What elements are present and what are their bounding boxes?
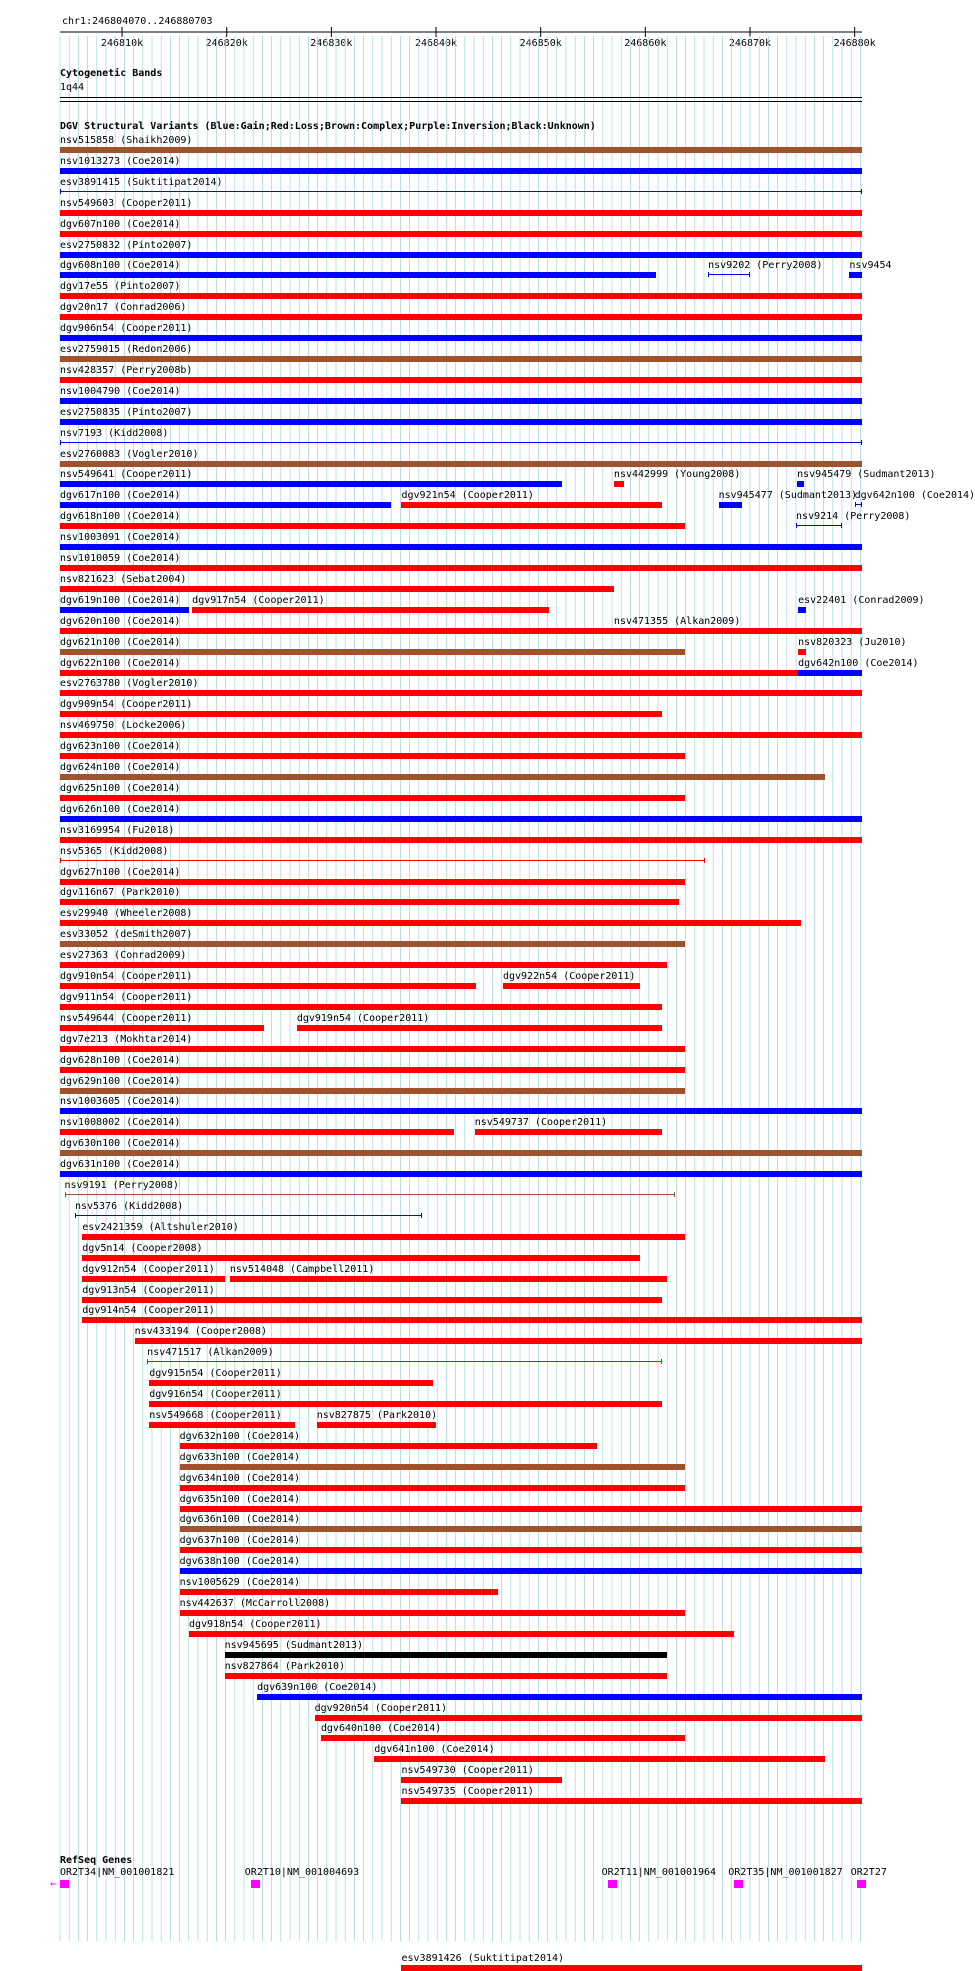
track-separator [60, 97, 862, 98]
variant-bar-complex[interactable] [60, 461, 862, 467]
variant-label[interactable]: nsv442637 (McCarroll2008) [179, 1598, 331, 1609]
variant-label[interactable]: dgv619n100 (Coe2014) [60, 594, 181, 606]
variant-bar-loss[interactable] [60, 711, 662, 717]
variant-bar-loss[interactable] [225, 1673, 668, 1679]
variant-bar-loss[interactable] [60, 795, 685, 801]
variant-bar-loss[interactable] [317, 1422, 436, 1428]
variant-bar-loss[interactable] [401, 1777, 561, 1783]
variant-label[interactable]: dgv640n100 (Coe2014) [320, 1723, 442, 1735]
variant-label[interactable]: dgv608n100 (Coe2014) [60, 260, 181, 272]
variant-label[interactable]: dgv917n54 (Cooper2011) [192, 594, 325, 606]
ruler-tick-label: 246870k [728, 38, 772, 49]
variant-label[interactable]: esv33052 (deSmith2007) [60, 929, 193, 941]
variant-label[interactable]: nsv827864 (Park2010) [224, 1660, 346, 1672]
variant-bar-loss[interactable] [60, 837, 862, 843]
variant-label[interactable]: nsv471355 (Alkan2009) [613, 615, 741, 627]
variant-bar-gain[interactable] [60, 398, 862, 404]
variant-bar-loss[interactable] [60, 732, 862, 738]
variant-bar-complex[interactable] [60, 941, 685, 947]
variant-label[interactable]: esv2763780 (Vogler2010) [60, 678, 199, 690]
variant-label[interactable]: nsv945695 (Sudmant2013) [224, 1639, 364, 1651]
refseq-genes-title: RefSeq Genes [60, 1855, 133, 1866]
variant-bar-loss[interactable] [614, 630, 626, 631]
variant-bar-loss[interactable] [192, 607, 549, 613]
variant-bar-loss[interactable] [60, 860, 705, 861]
variant-bar-gain[interactable] [60, 442, 862, 443]
variant-label[interactable]: nsv945477 (Sudmant2013) [718, 490, 858, 502]
ruler-tick-label: 246840k [414, 38, 458, 49]
variant-label[interactable]: dgv20n17 (Conrad2006) [60, 302, 187, 314]
variant-bar-gain[interactable] [60, 816, 862, 822]
variant-bar-loss[interactable] [135, 1338, 862, 1344]
variant-label[interactable]: dgv116n67 (Park2010) [60, 887, 181, 899]
variant-label[interactable]: dgv621n100 (Coe2014) [60, 636, 181, 648]
variant-label[interactable]: nsv9214 (Perry2008) [796, 511, 911, 523]
variant-bar-gain[interactable] [60, 1108, 862, 1114]
variant-bar-complex[interactable] [180, 1526, 862, 1532]
variant-label[interactable]: nsv433194 (Cooper2008) [134, 1326, 268, 1338]
variant-label[interactable]: nsv428357 (Perry2008b) [60, 364, 193, 376]
ruler-tick-label: 246810k [100, 38, 144, 49]
variant-bar-gain[interactable] [60, 544, 862, 550]
variant-bar-loss[interactable] [60, 210, 862, 216]
variant-label[interactable]: esv2760083 (Vogler2010) [60, 448, 199, 460]
variant-label[interactable]: dgv642n100 (Coe2014) [798, 657, 919, 669]
variant-label[interactable]: nsv5365 (Kidd2008) [60, 845, 169, 857]
variant-bar-complex[interactable] [65, 1194, 675, 1195]
variant-bar-gain[interactable] [180, 1568, 862, 1574]
variant-bar-gain[interactable] [798, 670, 862, 676]
variant-bar-loss[interactable] [60, 962, 667, 968]
variant-bar-complex[interactable] [60, 774, 825, 780]
variant-bar-loss[interactable] [60, 1025, 264, 1031]
variant-label[interactable]: dgv627n100 (Coe2014) [60, 866, 181, 878]
variant-label[interactable]: dgv636n100 (Coe2014) [179, 1514, 301, 1526]
ruler-tick-label: 246860k [624, 38, 667, 49]
variant-label[interactable]: dgv625n100 (Coe2014) [60, 782, 181, 794]
variant-bar-loss[interactable] [82, 1234, 685, 1240]
variant-label[interactable]: dgv618n100 (Coe2014) [60, 511, 181, 523]
variant-bar-complex[interactable] [180, 1464, 685, 1470]
variant-bar-gain[interactable] [60, 607, 189, 613]
variant-bar-loss[interactable] [149, 1422, 294, 1428]
variant-bar-gain[interactable] [60, 335, 862, 341]
variant-bar-complex[interactable] [60, 1088, 685, 1094]
variant-bar-loss[interactable] [60, 753, 685, 759]
variant-label[interactable]: dgv921n54 (Cooper2011) [401, 490, 534, 502]
variant-label[interactable]: dgv630n100 (Coe2014) [60, 1138, 181, 1150]
cytogenetic-bands-title: Cytogenetic Bands [60, 68, 163, 79]
variant-label[interactable]: nsv7193 (Kidd2008) [60, 427, 169, 439]
variant-label[interactable]: nsv1005629 (Coe2014) [179, 1577, 301, 1589]
variant-bar-loss[interactable] [315, 1715, 862, 1721]
variant-bar-loss[interactable] [180, 1589, 498, 1595]
variant-label[interactable]: dgv642n100 (Coe2014) [854, 490, 975, 502]
gene-label[interactable]: OR2T35|NM_001001827 [728, 1867, 843, 1878]
variant-bar-loss[interactable] [82, 1255, 640, 1261]
variant-bar-gain[interactable] [60, 1171, 862, 1177]
variant-bar-loss[interactable] [82, 1317, 862, 1323]
variant-label[interactable]: nsv514048 (Campbell2011) [229, 1263, 375, 1275]
variant-label[interactable]: esv3891426 (Suktitipat2014) [401, 1953, 565, 1965]
variant-label[interactable]: nsv1008002 (Coe2014) [60, 1117, 181, 1129]
variant-label[interactable]: dgv17e55 (Pinto2007) [60, 281, 181, 293]
variant-bar-loss[interactable] [60, 920, 801, 926]
variant-bar-loss[interactable] [60, 293, 862, 299]
variant-label[interactable]: nsv820323 (Ju2010) [798, 636, 907, 648]
variant-label[interactable]: dgv7e213 (Mokhtar2014) [60, 1033, 193, 1045]
variant-bar-loss[interactable] [60, 565, 862, 571]
variant-label[interactable]: nsv1013273 (Coe2014) [60, 155, 181, 167]
variant-bar-loss[interactable] [60, 983, 476, 989]
variant-bar-loss[interactable] [475, 1129, 662, 1135]
ruler-tick-label: 246850k [519, 38, 562, 49]
variant-bar-loss[interactable] [60, 314, 862, 320]
variant-label[interactable]: dgv922n54 (Cooper2011) [503, 971, 636, 982]
variant-label[interactable]: esv3891415 (Suktitipat2014) [60, 176, 223, 188]
variant-label[interactable]: dgv637n100 (Coe2014) [179, 1535, 301, 1547]
variant-bar-loss[interactable] [180, 1506, 862, 1512]
track-separator [60, 101, 862, 102]
gene-label[interactable]: OR2T34|NM_001001821 [60, 1867, 175, 1878]
variant-label[interactable]: dgv906n54 (Cooper2011) [60, 323, 193, 335]
variant-label[interactable]: nsv549644 (Cooper2011) [60, 1012, 193, 1024]
variant-label[interactable]: nsv1003605 (Coe2014) [60, 1096, 181, 1108]
variant-bar-gain[interactable] [60, 419, 862, 425]
variant-label[interactable]: nsv549735 (Cooper2011) [401, 1786, 534, 1798]
variant-bar-loss[interactable] [60, 1067, 685, 1073]
variant-bar-loss[interactable] [60, 1046, 685, 1052]
variant-label[interactable]: dgv909n54 (Cooper2011) [60, 699, 193, 711]
variant-label[interactable]: nsv945479 (Sudmant2013) [797, 469, 936, 481]
variant-label[interactable]: nsv821623 (Sebat2004) [60, 573, 187, 585]
variant-label[interactable]: esv2750832 (Pinto2007) [60, 239, 193, 251]
variant-bar-loss[interactable] [82, 1276, 224, 1282]
variant-label[interactable]: dgv912n54 (Cooper2011) [82, 1263, 215, 1275]
variant-label[interactable]: dgv911n54 (Cooper2011) [60, 991, 193, 1003]
variant-label[interactable]: dgv915n54 (Cooper2011) [149, 1368, 282, 1380]
left-arrow-icon: ← [50, 1877, 57, 1890]
variant-bar-loss[interactable] [297, 1025, 662, 1031]
variant-bar-gain[interactable] [257, 1694, 862, 1700]
variant-label[interactable]: dgv5n14 (Cooper2008) [82, 1242, 203, 1254]
chromosome-position-label: chr1:246804070..246880703 [62, 16, 213, 27]
gene-feature[interactable] [608, 1880, 617, 1888]
variant-label[interactable]: nsv471517 (Alkan2009) [147, 1347, 274, 1359]
variant-label[interactable]: nsv827875 (Park2010) [316, 1409, 438, 1421]
variant-bar-loss[interactable] [230, 1276, 667, 1282]
variant-label[interactable]: dgv607n100 (Coe2014) [60, 218, 181, 230]
variant-label[interactable]: dgv635n100 (Coe2014) [179, 1493, 301, 1505]
variant-bar-gain[interactable] [719, 502, 742, 508]
variant-bar-loss[interactable] [60, 628, 862, 634]
variant-bar-gain[interactable] [60, 252, 862, 258]
variant-bar-gain[interactable] [60, 481, 562, 487]
variant-label[interactable]: dgv918n54 (Cooper2011) [189, 1618, 322, 1630]
variant-bar-loss[interactable] [401, 502, 662, 508]
variant-label[interactable]: dgv628n100 (Coe2014) [60, 1054, 181, 1066]
variant-bar-gain[interactable] [60, 191, 862, 192]
variant-label[interactable]: nsv9202 (Perry2008) [708, 260, 823, 272]
variant-label[interactable]: nsv1004790 (Coe2014) [60, 385, 181, 397]
variant-label[interactable]: esv2759015 (Redon2006) [60, 344, 193, 355]
variant-label[interactable]: dgv634n100 (Coe2014) [179, 1472, 301, 1484]
variant-label[interactable]: esv27363 (Conrad2009) [60, 950, 187, 962]
variant-label[interactable]: dgv623n100 (Coe2014) [60, 741, 181, 753]
variant-bar-loss[interactable] [180, 1547, 862, 1553]
variant-label[interactable]: nsv9191 (Perry2008) [64, 1180, 179, 1191]
variant-bar-loss[interactable] [60, 586, 614, 592]
variant-bar-loss[interactable] [180, 1443, 598, 1449]
variant-label[interactable]: nsv549737 (Cooper2011) [474, 1117, 608, 1129]
variant-bar-complex[interactable] [60, 356, 862, 362]
variant-bar-loss[interactable] [147, 1361, 662, 1362]
variant-label[interactable]: dgv631n100 (Coe2014) [60, 1159, 181, 1171]
variant-label[interactable]: esv2750835 (Pinto2007) [60, 406, 193, 418]
variant-label[interactable]: nsv515858 (Shaikh2009) [60, 135, 193, 146]
variant-bar-loss[interactable] [503, 983, 640, 989]
gene-label[interactable]: OR2T27 [850, 1867, 887, 1878]
gene-feature[interactable] [60, 1880, 69, 1888]
variant-bar-loss[interactable] [149, 1380, 433, 1386]
variant-bar-loss[interactable] [180, 1610, 685, 1616]
variant-label[interactable]: nsv549668 (Cooper2011) [149, 1409, 282, 1421]
variant-bar-complex[interactable] [60, 147, 862, 153]
variant-label[interactable]: dgv641n100 (Coe2014) [374, 1744, 495, 1756]
variant-bar-complex[interactable] [60, 1150, 862, 1156]
variant-bar-gain[interactable] [60, 272, 656, 278]
variant-bar-gain[interactable] [849, 272, 862, 278]
variant-label[interactable]: dgv920n54 (Cooper2011) [314, 1702, 448, 1714]
variant-bar-gain[interactable] [75, 1215, 422, 1216]
gene-feature[interactable] [251, 1880, 260, 1888]
variant-label[interactable]: dgv916n54 (Cooper2011) [149, 1389, 282, 1400]
variant-bar-gain[interactable] [797, 481, 804, 487]
variant-bar-gain[interactable] [855, 504, 862, 505]
variant-bar-loss[interactable] [321, 1735, 685, 1741]
variant-bar-loss[interactable] [798, 649, 806, 655]
variant-label[interactable]: nsv9454 [849, 260, 892, 272]
variant-bar-loss[interactable] [60, 1004, 662, 1010]
variant-label[interactable]: esv22401 (Conrad2009) [798, 594, 925, 606]
variant-bar-loss[interactable] [614, 481, 624, 487]
variant-label[interactable]: nsv5376 (Kidd2008) [74, 1200, 184, 1212]
ruler-tick-label: 246880k [833, 38, 876, 49]
cytoband-label: 1q44 [60, 82, 85, 93]
variant-label[interactable]: nsv549730 (Cooper2011) [401, 1765, 534, 1777]
variant-bar-loss[interactable] [60, 690, 862, 696]
variant-label[interactable]: dgv629n100 (Coe2014) [60, 1075, 181, 1087]
gene-feature[interactable] [857, 1880, 866, 1888]
variant-label[interactable]: esv2421359 (Altshuler2010) [82, 1221, 239, 1233]
variant-label[interactable]: dgv624n100 (Coe2014) [60, 762, 181, 773]
variant-label[interactable]: dgv617n100 (Coe2014) [60, 490, 181, 502]
variant-bar-gain[interactable] [708, 274, 750, 275]
variant-label[interactable]: dgv626n100 (Coe2014) [60, 803, 181, 815]
variant-bar-loss[interactable] [60, 879, 685, 885]
variant-bar-unknown[interactable] [225, 1652, 668, 1658]
ruler-tick-label: 246820k [205, 38, 248, 49]
variant-label[interactable]: dgv632n100 (Coe2014) [179, 1430, 301, 1442]
variant-bar-gain[interactable] [60, 502, 391, 508]
variant-bar-gain[interactable] [796, 525, 842, 526]
variant-label[interactable]: nsv549603 (Cooper2011) [60, 197, 193, 209]
variant-label[interactable]: nsv469750 (Locke2006) [60, 720, 187, 732]
variant-label[interactable]: dgv914n54 (Cooper2011) [82, 1305, 215, 1317]
variant-bar-loss[interactable] [374, 1756, 825, 1762]
variant-bar-loss[interactable] [149, 1401, 662, 1407]
variant-bar-loss[interactable] [189, 1631, 734, 1637]
variant-label[interactable]: dgv910n54 (Cooper2011) [60, 971, 193, 982]
variant-label[interactable]: dgv622n100 (Coe2014) [60, 657, 181, 669]
variant-label[interactable]: esv29940 (Wheeler2008) [60, 908, 193, 920]
gene-label[interactable]: OR2T11|NM_001001964 [601, 1867, 717, 1878]
variant-bar-gain[interactable] [60, 168, 862, 174]
variant-bar-loss[interactable] [60, 1129, 454, 1135]
variant-label[interactable]: nsv442999 (Young2008) [613, 469, 741, 481]
variant-bar-loss[interactable] [401, 1798, 862, 1804]
variant-label[interactable]: dgv913n54 (Cooper2011) [82, 1284, 215, 1296]
variant-bar-gain[interactable] [798, 607, 806, 613]
variant-bar-complex[interactable] [60, 649, 685, 655]
variant-bar-loss[interactable] [60, 523, 685, 529]
variant-label[interactable]: nsv3169954 (Fu2018) [60, 824, 175, 836]
ruler-tick-label: 246830k [310, 38, 353, 49]
variant-label[interactable]: dgv620n100 (Coe2014) [60, 615, 181, 627]
variant-bar-loss[interactable] [82, 1297, 662, 1303]
variant-label[interactable]: dgv919n54 (Cooper2011) [296, 1012, 430, 1024]
variant-bar-loss[interactable] [401, 1965, 862, 1971]
variant-bar-loss[interactable] [60, 377, 862, 383]
variant-label[interactable]: dgv638n100 (Coe2014) [179, 1556, 301, 1568]
variant-bar-loss[interactable] [180, 1485, 685, 1491]
variant-label[interactable]: nsv549641 (Cooper2011) [60, 469, 193, 481]
variant-bar-loss[interactable] [60, 670, 862, 676]
variant-label[interactable]: nsv1003091 (Coe2014) [60, 532, 181, 544]
variant-label[interactable]: dgv633n100 (Coe2014) [179, 1451, 301, 1463]
variant-label[interactable]: nsv1010059 (Coe2014) [60, 553, 181, 564]
variant-bar-loss[interactable] [60, 899, 679, 905]
gene-feature[interactable] [734, 1880, 743, 1888]
dgv-track-title: DGV Structural Variants (Blue:Gain;Red:Loss;Brown:Complex;Purple:Inversion;Black:Unknown) [60, 121, 596, 132]
variant-label[interactable]: dgv639n100 (Coe2014) [257, 1681, 378, 1693]
gene-label[interactable]: OR2T10|NM_001004693 [244, 1867, 360, 1878]
variant-bar-loss[interactable] [60, 231, 862, 237]
